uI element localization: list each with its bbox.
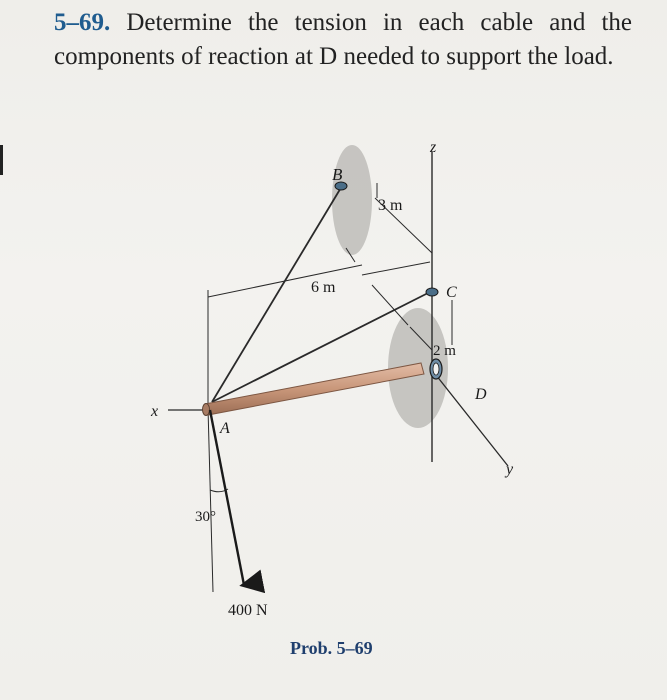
problem-text: Determine the tension in each cable and the components of reaction at D needed to support the load. — [54, 9, 632, 70]
y-axis — [432, 370, 508, 466]
problem-number: 5–69. — [54, 9, 111, 36]
label-dim-2m: 2 m — [433, 343, 456, 359]
rod-end-a — [203, 404, 210, 416]
label-axis-z: z — [430, 139, 437, 156]
label-angle: 30° — [195, 509, 216, 525]
dimension-line-base — [362, 262, 430, 275]
label-axis-x: x — [151, 403, 159, 420]
label-point-a: A — [220, 420, 230, 437]
label-point-c: C — [446, 284, 457, 301]
label-dim-3m: 3 m — [378, 197, 403, 214]
label-dim-6m: 6 m — [311, 279, 336, 296]
wall-shadow-b — [332, 145, 372, 255]
figure-caption: Prob. 5–69 — [290, 638, 373, 658]
label-load: 400 N — [228, 602, 268, 619]
ball-socket-d-inner — [433, 363, 439, 375]
edge-mark — [0, 145, 3, 175]
reference-line-a-bottom — [208, 408, 213, 592]
label-point-d: D — [475, 386, 487, 403]
label-axis-y: y — [506, 461, 514, 478]
label-point-b: B — [332, 165, 343, 184]
eye-bolt-c — [426, 288, 438, 296]
